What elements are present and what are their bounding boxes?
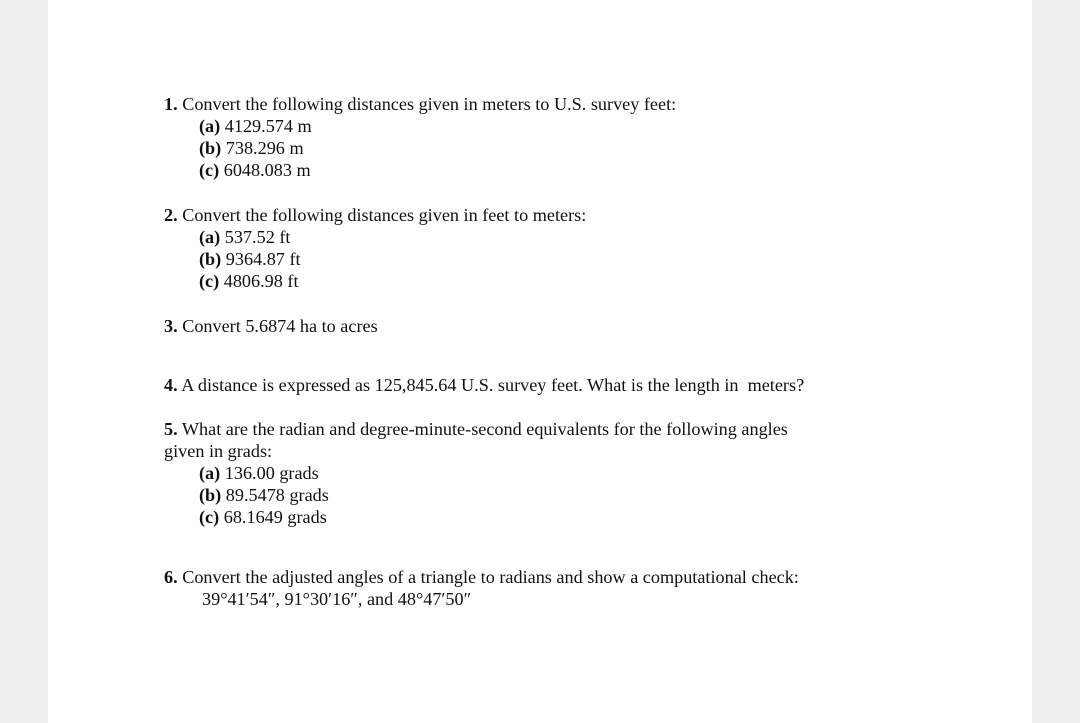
part-label: (b) — [199, 249, 222, 269]
part-value: 9364.87 ft — [225, 249, 301, 269]
question-6-prompt — [164, 566, 799, 588]
part-label: (b) — [199, 138, 222, 158]
question-text: Convert the adjusted angles of a triangle to radians and show a computational check: — [182, 567, 799, 587]
question-number: 4. — [164, 375, 178, 395]
question-1 — [164, 93, 676, 181]
part-value: 6048.083 m — [223, 160, 311, 180]
part-b — [164, 137, 676, 159]
part-label: (c) — [199, 160, 220, 180]
part-c — [164, 506, 788, 528]
question-3-prompt — [164, 315, 378, 337]
question-text-continued: given in grads: — [164, 441, 273, 461]
part-value: 537.52 ft — [224, 227, 291, 247]
question-text: Convert the following distances given in feet to meters: — [182, 205, 587, 225]
part-value: 89.5478 grads — [225, 485, 329, 505]
question-2 — [164, 204, 586, 292]
part-a — [164, 115, 676, 137]
part-value: 4129.574 m — [224, 116, 312, 136]
question-number: 3. — [164, 316, 178, 336]
part-c — [164, 159, 676, 181]
question-text: What are the radian and degree-minute-second equivalents for the following angles — [181, 419, 788, 439]
part-label: (a) — [199, 116, 221, 136]
question-number: 2. — [164, 205, 178, 225]
part-a — [164, 462, 788, 484]
question-4-prompt — [164, 374, 804, 396]
question-5 — [164, 418, 788, 528]
part-value: 738.296 m — [225, 138, 304, 158]
part-label: (c) — [199, 271, 220, 291]
question-5-prompt — [164, 418, 788, 440]
question-text: Convert the following distances given in meters to U.S. survey feet: — [182, 94, 677, 114]
part-label: (c) — [199, 507, 220, 527]
part-label: (a) — [199, 463, 221, 483]
part-b — [164, 484, 788, 506]
question-text: A distance is expressed as 125,845.64 U.S. survey feet. What is the length in meters? — [181, 375, 805, 395]
angle-values: 39°41′54″, 91°30′16″, and 48°47′50″ — [202, 589, 472, 609]
question-3 — [164, 315, 378, 337]
part-a — [164, 226, 586, 248]
part-label: (a) — [199, 227, 221, 247]
question-number: 5. — [164, 419, 178, 439]
question-6 — [164, 566, 799, 610]
part-value: 68.1649 grads — [223, 507, 327, 527]
part-value: 136.00 grads — [224, 463, 319, 483]
document-page — [48, 0, 1032, 723]
part-label: (b) — [199, 485, 222, 505]
question-4 — [164, 374, 804, 396]
question-text: Convert 5.6874 ha to acres — [182, 316, 378, 336]
question-number: 1. — [164, 94, 178, 114]
part-b — [164, 248, 586, 270]
part-c — [164, 270, 586, 292]
part-value: 4806.98 ft — [223, 271, 299, 291]
question-number: 6. — [164, 567, 178, 587]
question-1-prompt — [164, 93, 676, 115]
question-2-prompt — [164, 204, 586, 226]
